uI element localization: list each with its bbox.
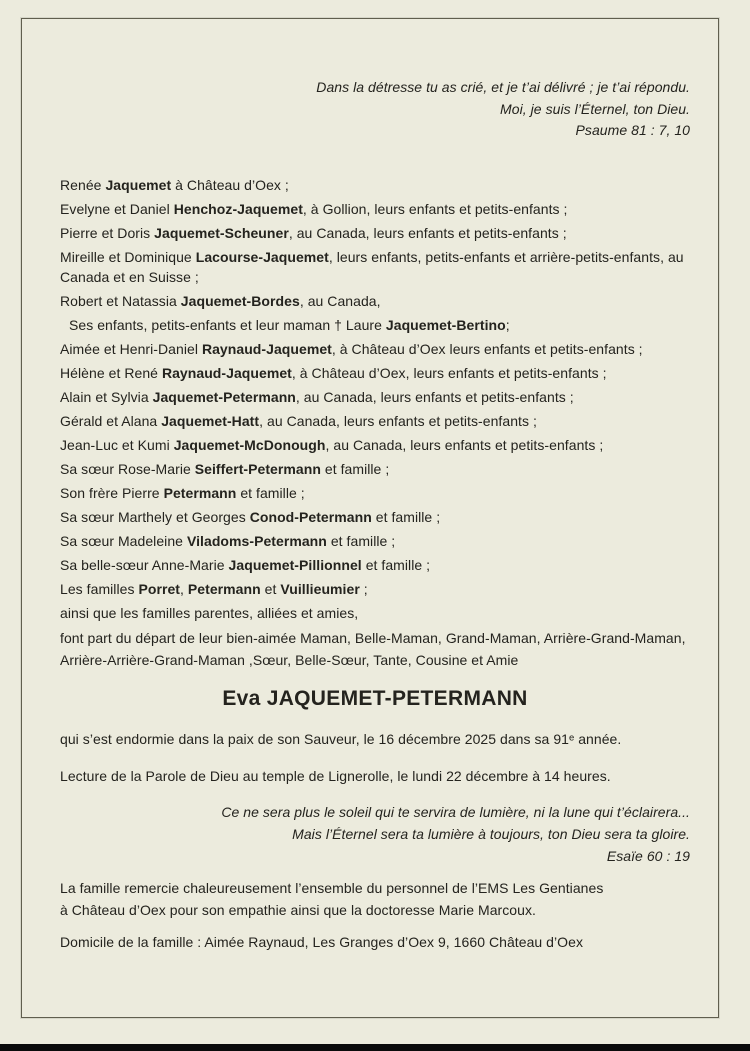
family-line [60,483,690,503]
family-line-text: , au Canada, leurs enfants et petits-enfants ; [288,224,567,241]
opening-scripture-quote [60,77,690,142]
thanks-line-2: à Château d’Oex pour son empathie ainsi que la doctoresse Marie Marcoux. [60,901,536,918]
family-line [60,291,690,311]
family-line [60,555,690,575]
family-line-text: Pierre et Doris [60,224,155,241]
family-list [60,175,690,623]
family-name-bold: Seiffert-Petermann [194,460,321,477]
family-line [60,387,690,407]
family-line-text: Sa belle-sœur Anne-Marie [60,556,229,573]
family-line-text: ainsi que les familles parentes, alliées et amies, [60,604,359,621]
family-name-bold: Henchoz-Jaquemet [173,200,303,217]
family-line-text: et famille ; [236,484,305,501]
family-line-text: Sa sœur Rose-Marie [60,460,195,477]
family-line-text: , au Canada, leurs enfants et petits-enfants ; [259,412,537,429]
family-name-bold: Jaquemet-Bordes [180,292,300,309]
family-line-text: ; [505,316,510,333]
family-line-text: Aimée et Henri-Daniel [60,340,202,357]
thanks-line-1: La famille remercie chaleureusement l’ensemble du personnel de l’EMS Les Gentianes [60,879,604,896]
closing-quote-scripture-reference: Esaïe 60 : 19 [606,847,690,864]
family-line [60,247,690,287]
death-notice: qui s’est endormie dans la paix de son Sauveur, le 16 décembre 2025 dans sa 91ᵉ année. [60,730,622,747]
family-line-text: , au Canada, [299,292,381,309]
family-line-text: , leurs enfants, petits-enfants et arrière-petits-enfants, au Canada et en Suisse ; [60,248,684,285]
family-name-bold: Petermann [163,484,237,501]
family-line [60,603,690,623]
family-name-bold: Jaquemet-Scheuner [154,224,289,241]
service-notice: Lecture de la Parole de Dieu au temple de Lignerolle, le lundi 22 décembre à 14 heures. [60,767,611,784]
thanks-paragraph [60,877,690,921]
family-line-text: Robert et Natassia [60,292,181,309]
family-line-text: , à Gollion, leurs enfants et petits-enfants ; [302,200,568,217]
closing-scripture-quote [60,801,690,867]
family-name-bold: Petermann [187,580,261,597]
family-line-text: , à Château d’Oex leurs enfants et petits-enfants ; [331,340,643,357]
family-line-text: Alain et Sylvia [60,388,153,405]
family-line [60,339,690,359]
family-line-text: Sa sœur Marthely et Georges [60,508,250,525]
family-name-bold: Porret [138,580,181,597]
closing-quote-line-1: Ce ne sera plus le soleil qui te servira de lumière, ni la lune qui t’éclairera... [221,803,690,820]
family-name-bold: Viladoms-Petermann [186,532,327,549]
family-line-text: Sa sœur Madeleine [60,532,187,549]
family-name-bold: Raynaud-Jaquemet [201,340,332,357]
family-line-text: Evelyne et Daniel [60,200,174,217]
family-line [60,459,690,479]
family-line-text: Ses enfants, petits-enfants et leur maman † Laure [69,316,386,333]
family-line [60,531,690,551]
obituary-document-frame [21,18,719,1018]
epigraph-line-2: Moi, je suis l’Éternel, ton Dieu. [500,100,690,117]
family-line-text: , au Canada, leurs enfants et petits-enfants ; [295,388,574,405]
epigraph-line-1: Dans la détresse tu as crié, et je t’ai délivré ; je t’ai répondu. [316,79,690,95]
family-line [60,435,690,455]
family-name-bold: Conod-Petermann [249,508,372,525]
family-line-text: , à Château d’Oex, leurs enfants et petits-enfants ; [291,364,607,381]
family-name-bold: Jaquemet [105,176,172,193]
family-line-text: , [180,580,188,597]
announcement-line-1: font part du départ de leur bien-aimée Maman, Belle-Maman, Grand-Maman, Arrière-Grand-Maman, [60,629,686,646]
family-name-bold: Jaquemet-Pillionnel [228,556,362,573]
family-name-bold: Jaquemet-McDonough [173,436,326,453]
bottom-black-bar [0,1044,750,1051]
family-name-bold: Vuillieumier [280,580,360,597]
family-name-bold: Jaquemet-Petermann [152,388,296,405]
announcement-paragraph [60,627,690,671]
family-line [60,175,690,195]
family-line-text: et famille ; [326,532,396,549]
family-line [60,199,690,219]
family-line-text: et famille ; [361,556,431,573]
deceased-name: Eva JAQUEMET-PETERMANN [222,686,528,710]
family-line [60,579,690,599]
family-name-bold: Raynaud-Jaquemet [161,364,292,381]
family-line-text: à Château d’Oex ; [171,176,289,193]
epigraph-scripture-reference: Psaume 81 : 7, 10 [575,122,690,138]
family-name-bold: Lacourse-Jaquemet [195,248,329,265]
family-line [60,315,690,335]
family-line-text: Son frère Pierre [60,484,164,501]
family-line-text: , au Canada, leurs enfants et petits-enfants ; [325,436,604,453]
family-line-text: Jean-Luc et Kumi [60,436,174,453]
family-line-text: et famille ; [371,508,441,525]
family-line-text: et famille ; [320,460,390,477]
family-name-bold: Jaquemet-Hatt [161,412,260,429]
family-line [60,223,690,243]
family-line-text: Gérald et Alana [60,412,162,429]
family-line-text: Les familles [60,580,139,597]
family-line-text: Renée [60,176,106,193]
family-line-text: Mireille et Dominique [60,248,196,265]
closing-quote-line-2: Mais l’Éternel sera ta lumière à toujours, ton Dieu sera ta gloire. [292,825,690,842]
family-address: Domicile de la famille : Aimée Raynaud, Les Granges d’Oex 9, 1660 Château d’Oex [60,933,584,950]
family-line [60,363,690,383]
family-name-bold: Jaquemet-Bertino [385,316,506,333]
family-line [60,411,690,431]
family-line-text: ; [359,580,368,597]
announcement-line-2: Arrière-Arrière-Grand-Maman ,Sœur, Belle-Sœur, Tante, Cousine et Amie [60,651,519,668]
family-line [60,507,690,527]
family-line-text: Hélène et René [60,364,162,381]
family-line-text: et [260,580,281,597]
